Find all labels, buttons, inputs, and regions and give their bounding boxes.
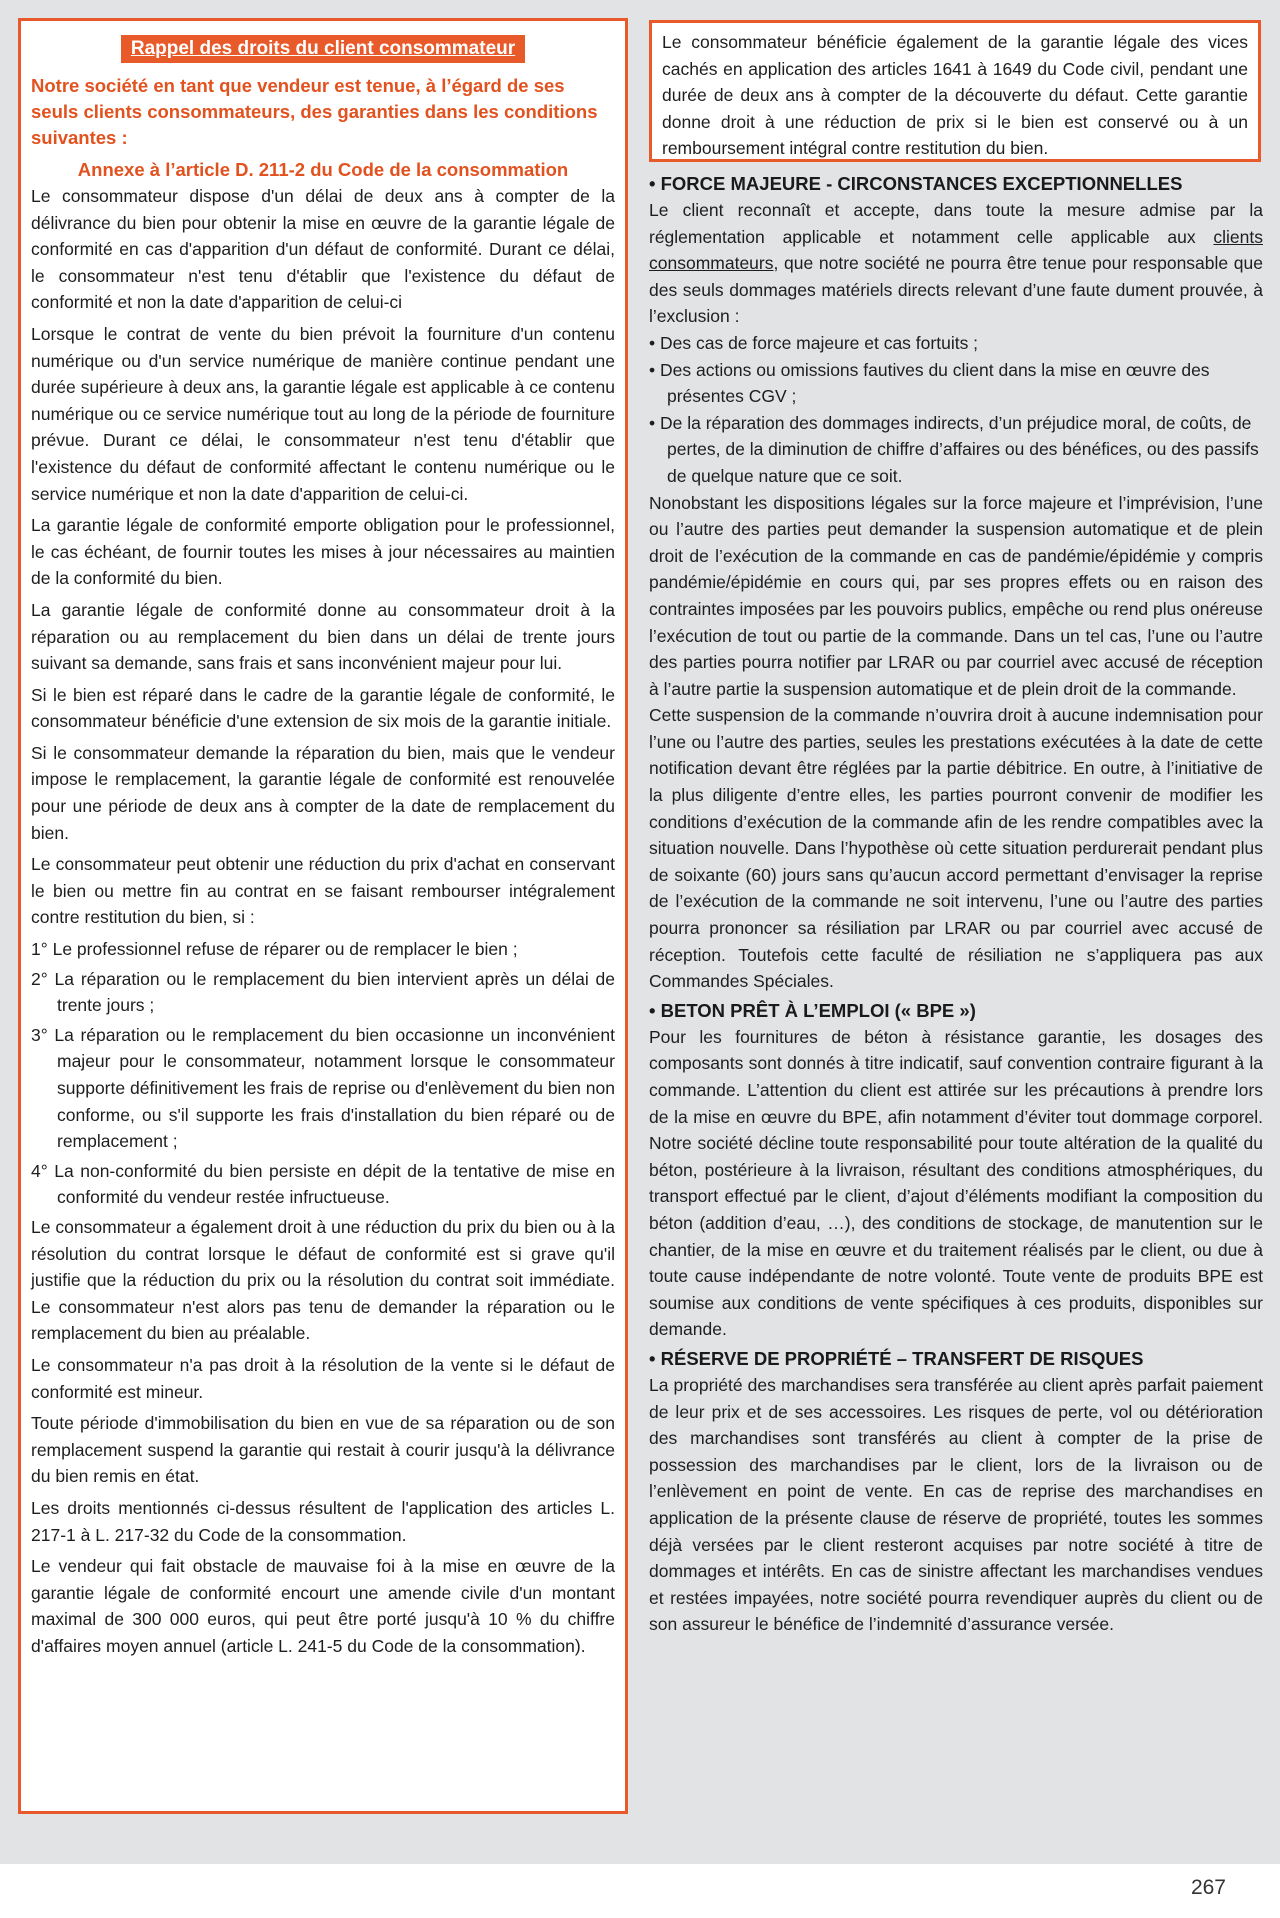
page-number: 267	[1190, 1876, 1226, 1899]
numbered-item: 3° La réparation ou le remplacement du bien occasionne un inconvénient majeur pour le consommateur, notamment lorsque le consommateur supporte définitivement les frais de reprise ou d'enlèvement du bien non conforme, ou s'il supporte les frais d'installation du bien réparé ou de remplacement ;	[31, 1024, 615, 1152]
list-item: • Des actions ou omissions fautives du client dans la mise en œuvre des présentes CGV ;	[649, 359, 1210, 407]
paragraph: Le consommateur peut obtenir une réduction du prix d'achat en conservant le bien ou mettre fin au contrat en se faisant rembourser intégralement contre restitution du bien, si :	[31, 854, 615, 928]
paragraph: Cette suspension de la commande n’ouvrira droit à aucune indemnisation pour l’une ou l’autre des parties, seules les prestations exécutées à la date de cette notification devant être réglées par la partie débitrice. En outre, à l’initiative de la plus diligente d’entre elles, les parties pourront convenir de modifier les conditions d’exécution de la commande afin de les rendre compatibles avec la situation nouvelle. Dans l’hypothèse où cette situation perdurerait pendant plus de soixante (60) jours sans qu’aucun accord permettant d’envisager la reprise de l’exécution de la commande ne soit intervenu, l’une ou l’autre des parties pourra prononcer sa résiliation par LRAR ou par courriel avec accusé de réception. Toutefois cette faculté de résiliation ne s’appliquera pas aux Commandes Spéciales.	[649, 705, 1263, 992]
force-majeure-intro: Le client reconnaît et accepte, dans toute la mesure admise par la réglementation applicable et notamment celle applicable aux clients consommateurs, que notre société ne pourra être tenue pour responsable que des seuls dommages matériels directs relevant d’une faute dument prouvée, à l’exclusion :	[649, 200, 1263, 327]
terms-column	[649, 168, 1263, 1638]
list-item: • De la réparation des dommages indirects, d’un préjudice moral, de coûts, de pertes, de la diminution de chiffre d’affaires ou des bénéfices, ou des passifs de quelque nature que ce soit.	[649, 412, 1259, 486]
reserve-heading: • RÉSERVE DE PROPRIÉTÉ – TRANSFERT DE RISQUES	[649, 1347, 1144, 1369]
underlined-term: clients consommateurs	[649, 226, 1263, 274]
paragraph: Le consommateur a également droit à une réduction du prix du bien ou à la résolution du contrat lorsque le défaut de conformité est si grave qu'il justifie que la réduction du prix ou la résolution du contrat soit immédiate. Le consommateur n'est alors pas tenu de demander la réparation ou le remplacement du bien au préalable.	[31, 1216, 615, 1344]
paragraph: Si le consommateur demande la réparation du bien, mais que le vendeur impose le remplacement, la garantie légale de conformité est renouvelée pour une période de deux ans à compter de la date de remplacement du bien.	[31, 742, 615, 843]
consumer-rights-box	[18, 18, 628, 1814]
page-footer	[0, 1864, 1280, 1918]
consumer-rights-title: Rappel des droits du client consommateur	[121, 35, 525, 63]
paragraph: La garantie légale de conformité donne au consommateur droit à la réparation ou au remplacement du bien dans un délai de trente jours suivant sa demande, sans frais et sans inconvénient majeur pour lui.	[31, 599, 615, 674]
consumer-rights-intro: Notre société en tant que vendeur est tenue, à l’égard de ses seuls clients consommateurs, des garanties dans les conditions suivantes :	[31, 75, 598, 148]
force-majeure-heading: • FORCE MAJEURE - CIRCONSTANCES EXCEPTIONNELLES	[649, 173, 1183, 194]
numbered-item: 2° La réparation ou le remplacement du bien intervient après un délai de trente jours ;	[31, 968, 615, 1016]
bpe-heading: • BETON PRÊT À L’EMPLOI (« BPE »)	[649, 999, 976, 1021]
paragraph: Lorsque le contrat de vente du bien prévoit la fourniture d'un contenu numérique ou d'un service numérique de manière continue pendant une durée supérieure à deux ans, la garantie légale est applicable à ce contenu numérique ou ce service numérique tout au long de la période de fourniture prévue. Durant ce délai, le consommateur n'est tenu d'établir que l'existence du défaut de conformité affectant le contenu numérique ou le service numérique et non la date d'apparition de celui-ci.	[31, 323, 615, 504]
paragraph: Le vendeur qui fait obstacle de mauvaise foi à la mise en œuvre de la garantie légale de conformité encourt une amende civile d'un montant maximal de 300 000 euros, qui peut être porté jusqu'à 10 % du chiffre d'affaires moyen annuel (article L. 241-5 du Code de la consommation).	[31, 1556, 615, 1656]
paragraph: La garantie légale de conformité emporte obligation pour le professionnel, le cas échéant, de fournir toutes les mises à jour nécessaires au maintien de la conformité du bien.	[31, 515, 615, 589]
paragraph: Le consommateur dispose d'un délai de deux ans à compter de la délivrance du bien pour obtenir la mise en œuvre de la garantie légale de conformité en cas d'apparition d'un défaut de conformité. Durant ce délai, le consommateur n'est tenu d'établir que l'existence du défaut de conformité et non la date d'apparition de celui-ci	[31, 186, 615, 313]
hidden-defects-box	[649, 20, 1261, 162]
list-item: • Des cas de force majeure et cas fortuits ;	[649, 332, 979, 353]
numbered-item: 4° La non-conformité du bien persiste en dépit de la tentative de mise en conformité du vendeur restée infructueuse.	[31, 1160, 615, 1208]
paragraph: Les droits mentionnés ci-dessus résultent de l'application des articles L. 217-1 à L. 217-32 du Code de la consommation.	[31, 1497, 615, 1545]
hidden-defects-text: Le consommateur bénéficie également de la garantie légale des vices cachés en application des articles 1641 à 1649 du Code civil, pendant une durée de deux ans à compter de la découverte du défaut. Cette garantie donne droit à une réduction de prix si le bien est conservé ou à un remboursement intégral contre restitution du bien.	[662, 32, 1248, 159]
bpe-text: Pour les fournitures de béton à résistance garantie, les dosages des composants sont donnés à titre indicatif, sauf convention contraire figurant à la commande. L’attention du client est attirée sur les précautions à prendre lors de la mise en œuvre du BPE, afin notamment d’éviter tout dommage corporel. Notre société décline toute responsabilité pour toute altération de la qualité du béton, postérieure à la livraison, résultant des conditions atmosphériques, du transport effectué par le client, d’ajout d’éléments modifiant la composition du béton (addition d’eau, …), des conditions de stockage, de manutention sur le chantier, de la mise en œuvre et du traitement réalisés par le client, ou due à toute cause indépendante de notre volonté. Toute vente de produits BPE est soumise aux conditions de vente spécifiques à ces produits, disponibles sur demande.	[649, 1026, 1263, 1340]
paragraph: Toute période d'immobilisation du bien en vue de sa réparation ou de son remplacement suspend la garantie qui restait à courir jusqu'à la délivrance du bien remis en état.	[31, 1413, 615, 1487]
paragraph: Si le bien est réparé dans le cadre de la garantie légale de conformité, le consommateur bénéficie d'une extension de six mois de la garantie initiale.	[31, 684, 615, 732]
paragraph: Nonobstant les dispositions légales sur la force majeure et l’imprévision, l’une ou l’autre des parties peut demander la suspension automatique et de plein droit de l’exécution de la commande en cas de pandémie/épidémie y compris pandémie/épidémie en cours qui, par ses propres effets ou en raison des contraintes imposées par les pouvoirs publics, empêche ou rend plus onéreuse l’exécution de tout ou partie de la commande. Dans un tel cas, l’une ou l’autre des parties pourra notifier par LRAR ou par courriel avec accusé de réception à l’autre partie la suspension automatique et de plein droit de la commande.	[649, 492, 1263, 699]
reserve-text: La propriété des marchandises sera transférée au client après parfait paiement de leur prix et de ses accessoires. Les risques de perte, vol ou détérioration des marchandises sont transférés au client à compter de la prise de possession des marchandises par le client, lors de la livraison ou de l’enlèvement en point de vente. En cas de reprise des marchandises en application de la présente clause de réserve de propriété, toutes les sommes déjà versées par le client resteront acquises par notre société à titre de dommages et intérêts. En cas de sinistre affectant les marchandises vendues et restées impayées, notre société pourra revendiquer auprès du client ou de son assureur le bénéfice de l’indemnité d’assurance versée.	[649, 1374, 1263, 1635]
consumer-rights-body	[31, 183, 615, 1659]
numbered-item: 1° Le professionnel refuse de réparer ou de remplacer le bien ;	[31, 939, 518, 960]
annex-subtitle: Annexe à l’article D. 211-2 du Code de la consommation	[77, 159, 569, 180]
paragraph: Le consommateur n'a pas droit à la résolution de la vente si le défaut de conformité est mineur.	[31, 1354, 615, 1402]
